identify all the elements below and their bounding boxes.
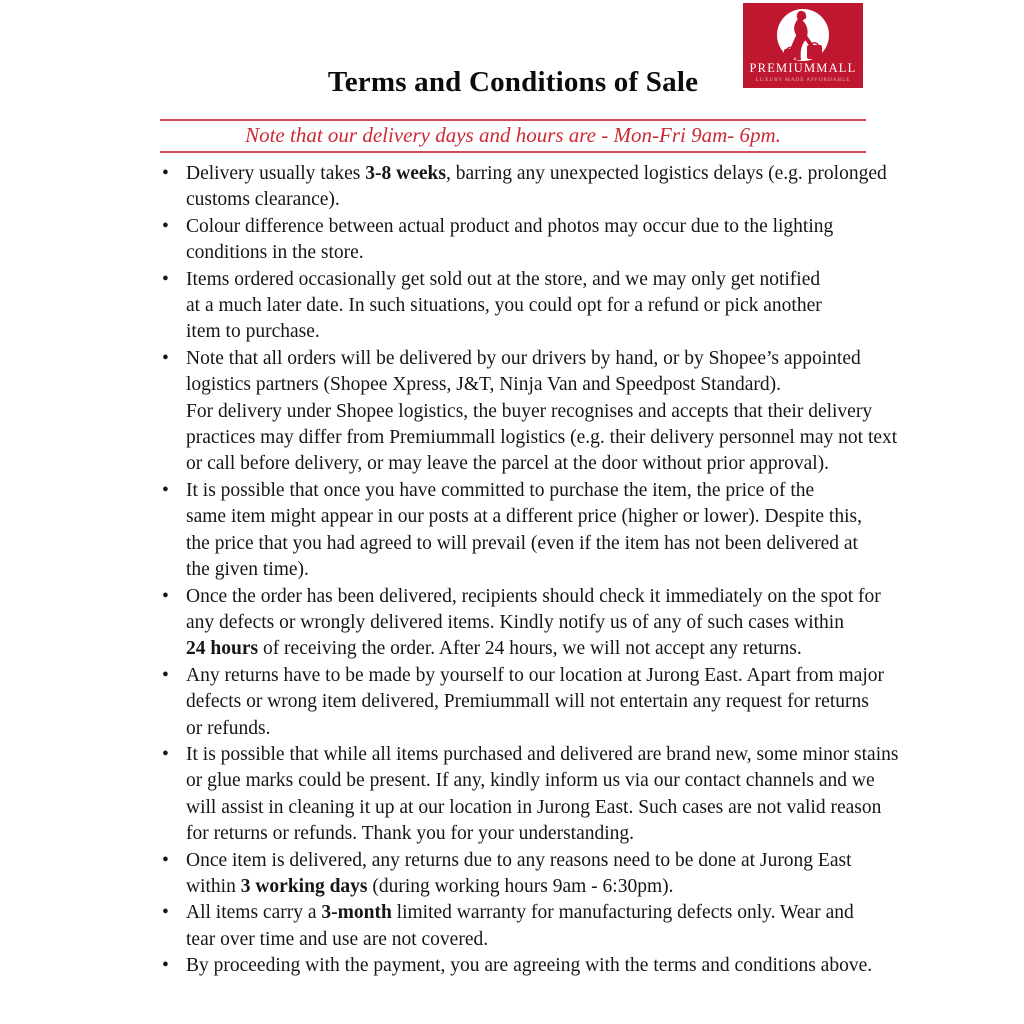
term-text: It is possible that once you have committed to purchase the item, the price of the same item might appear in our posts at a different price (higher or lower). Despite this, the price that you had agreed to will prevail (even if the item has not been delivered at the given time). bbox=[186, 479, 862, 581]
term-item bbox=[160, 953, 900, 979]
bullet-marker: • bbox=[162, 849, 169, 871]
term-item bbox=[160, 267, 900, 346]
term-item bbox=[160, 900, 900, 953]
bullet-marker: • bbox=[162, 955, 169, 977]
term-text: Any returns have to be made by yourself to our location at Jurong East. Apart from major defects or wrong item delivered, Premiummall will not entertain any request for returns or refunds. bbox=[186, 664, 885, 739]
bullet-marker: • bbox=[162, 743, 169, 765]
bullet-marker: • bbox=[162, 215, 169, 237]
term-text: By proceeding with the payment, you are agreeing with the terms and conditions above. bbox=[186, 955, 873, 977]
term-item bbox=[160, 346, 900, 478]
bullet-marker: • bbox=[162, 163, 169, 184]
bullet-marker: • bbox=[162, 585, 169, 607]
term-item bbox=[160, 584, 900, 663]
term-item bbox=[160, 663, 900, 742]
term-item bbox=[160, 742, 900, 848]
divider-top bbox=[160, 119, 866, 121]
bullet-marker: • bbox=[162, 902, 169, 924]
term-text: Delivery usually takes 3-8 weeks, barring any unexpected logistics delays (e.g. prolonged customs clearance). bbox=[186, 163, 887, 211]
term-text: Once item is delivered, any returns due to any reasons need to be done at Jurong East within 3 working days (during working hours 9am - 6:30pm). bbox=[186, 849, 852, 897]
logo-tagline-text: LUXURY MADE AFFORDABLE bbox=[755, 77, 851, 83]
term-item bbox=[160, 161, 900, 214]
bullet-marker: • bbox=[162, 479, 169, 501]
bullet-marker: • bbox=[162, 268, 169, 290]
page-title: Terms and Conditions of Sale bbox=[327, 66, 699, 98]
bullet-marker: • bbox=[162, 664, 169, 686]
logo-brand-text: PREMIUMMALL bbox=[749, 61, 857, 75]
term-item bbox=[160, 848, 900, 901]
term-item bbox=[160, 214, 900, 267]
term-text: Items ordered occasionally get sold out at the store, and we may only get notified at a much later date. In such situations, you could opt for a refund or pick another item to purchase. bbox=[186, 268, 822, 343]
term-text: Colour difference between actual product and photos may occur due to the lighting conditions in the store. bbox=[186, 215, 834, 264]
delivery-note: Note that our delivery days and hours are - Mon-Fri 9am- 6pm. bbox=[245, 123, 781, 147]
term-text: Note that all orders will be delivered by our drivers by hand, or by Shopee’s appointed logistics partners (Shopee Xpress, J&T, Ninja Van and Speedpost Standard). For delivery under Shopee logistics, the buyer recognises and accepts that their delivery practices may differ from Premiummall logistics (e.g. their delivery personnel may not text or call before delivery, or may leave the parcel at the door without prior approval). bbox=[186, 347, 898, 475]
terms-list bbox=[160, 161, 900, 980]
divider-bottom bbox=[160, 151, 866, 153]
term-text: All items carry a 3-month limited warranty for manufacturing defects only. Wear and tear over time and use are not covered. bbox=[186, 902, 854, 950]
bullet-marker: • bbox=[162, 347, 169, 369]
term-item bbox=[160, 478, 900, 584]
term-text: It is possible that while all items purchased and delivered are brand new, some minor stains or glue marks could be present. If any, kindly inform us via our contact channels and we will assist in cleaning it up at our location in Jurong East. Such cases are not valid reason for returns or refunds. Thank you for your understanding. bbox=[186, 743, 899, 845]
term-text: Once the order has been delivered, recipients should check it immediately on the spot for any defects or wrongly delivered items. Kindly notify us of any of such cases within 24 hours of receiving the order. After 24 hours, we will not accept any returns. bbox=[186, 585, 881, 660]
